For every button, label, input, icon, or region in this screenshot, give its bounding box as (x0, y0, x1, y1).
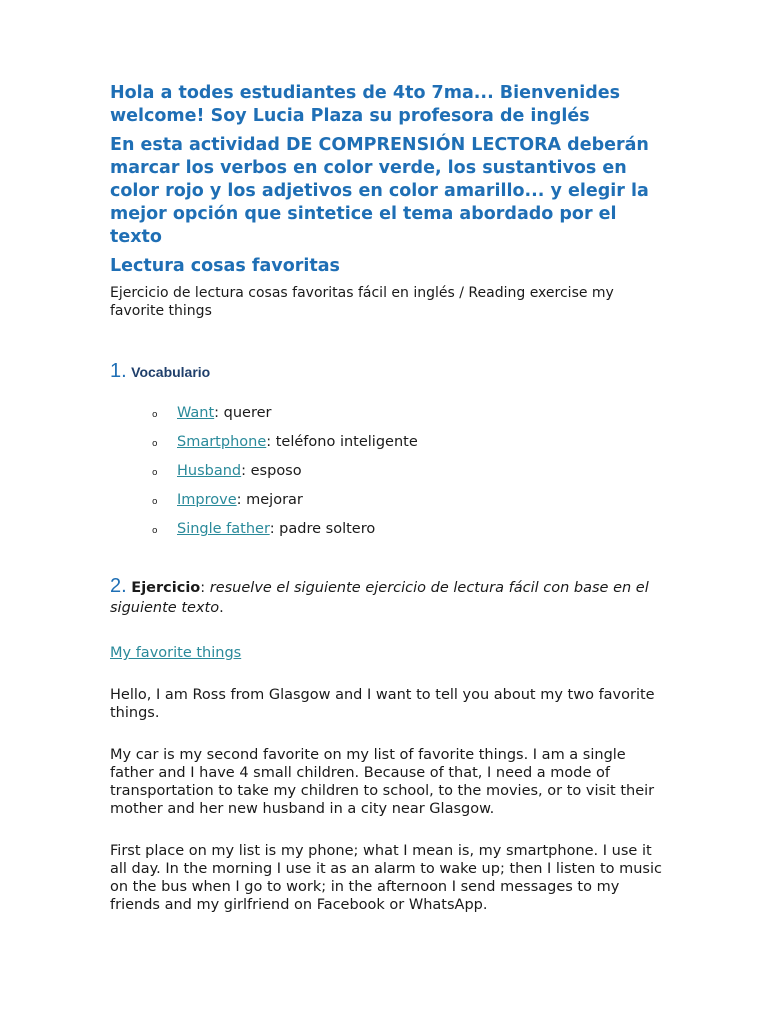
document-page (110, 82, 670, 914)
vocab-meaning: : esposo (241, 463, 302, 479)
story-paragraph-1: Hello, I am Ross from Glasgow and I want to tell you about my two favorite things. (110, 687, 655, 721)
list-item (152, 433, 670, 453)
vocab-link-husband[interactable]: Husband (177, 463, 242, 479)
bullet-icon: o (152, 439, 158, 449)
list-item (152, 491, 670, 511)
story-paragraph-3: First place on my list is my phone; what I mean is, my smartphone. I use it all day. In the morning I use it as an alarm to wake up; then I listen to music on the bus when I go to work; in the afternoon I send messages to my friends and my girlfriend on Facebook or WhatsApp. (110, 843, 662, 913)
vocab-meaning: : padre soltero (269, 521, 376, 537)
exercise-period: . (219, 600, 224, 616)
vocab-meaning: : teléfono inteligente (266, 434, 418, 450)
vocab-link-improve[interactable]: Improve (177, 492, 237, 508)
activity-instructions: En esta actividad DE COMPRENSIÓN LECTORA deberán marcar los verbos en color verde, los sustantivos en color rojo y los adjetivos en color amarillo... y elegir la mejor opción que sintetice el tema abordado por el texto (110, 135, 649, 247)
vocab-heading (110, 360, 670, 384)
exercise-number: 2 (110, 575, 122, 597)
vocab-list (110, 404, 670, 540)
exercise-heading (110, 576, 670, 618)
vocab-meaning: : querer (214, 405, 272, 421)
story-title-link[interactable]: My favorite things (110, 645, 242, 661)
section-subtitle: Ejercicio de lectura cosas favoritas fácil en inglés / Reading exercise my favorite things (110, 285, 614, 319)
greeting-heading: Hola a todes estudiantes de 4to 7ma... Bienvenides welcome! Soy Lucia Plaza su profesora de inglés (110, 83, 621, 126)
section-title: Lectura cosas favoritas (110, 256, 340, 276)
story-paragraph-2: My car is my second favorite on my list of favorite things. I am a single father and I have 4 small children. Because of that, I need a mode of transportation to take my children to school, to the movies, or to visit their mother and her new husband in a city near Glasgow. (110, 747, 655, 817)
vocab-link-smartphone[interactable]: Smartphone (177, 434, 267, 450)
vocab-number: 1 (110, 360, 122, 382)
exercise-number-dot: . (121, 575, 127, 597)
exercise-label: Ejercicio (131, 580, 201, 596)
exercise-colon: : (200, 580, 210, 596)
bullet-icon: o (152, 497, 158, 507)
vocab-label: Vocabulario (131, 364, 211, 380)
vocab-link-want[interactable]: Want (177, 405, 215, 421)
vocab-number-dot: . (121, 360, 127, 382)
vocab-link-single-father[interactable]: Single father (177, 521, 270, 537)
list-item (152, 404, 670, 424)
bullet-icon: o (152, 468, 158, 478)
bullet-icon: o (152, 410, 158, 420)
vocab-meaning: : mejorar (236, 492, 303, 508)
bullet-icon: o (152, 526, 158, 536)
exercise-text: resuelve el siguiente ejercicio de lectura fácil con base en el siguiente texto (110, 580, 649, 616)
list-item (152, 462, 670, 482)
list-item (152, 520, 670, 540)
